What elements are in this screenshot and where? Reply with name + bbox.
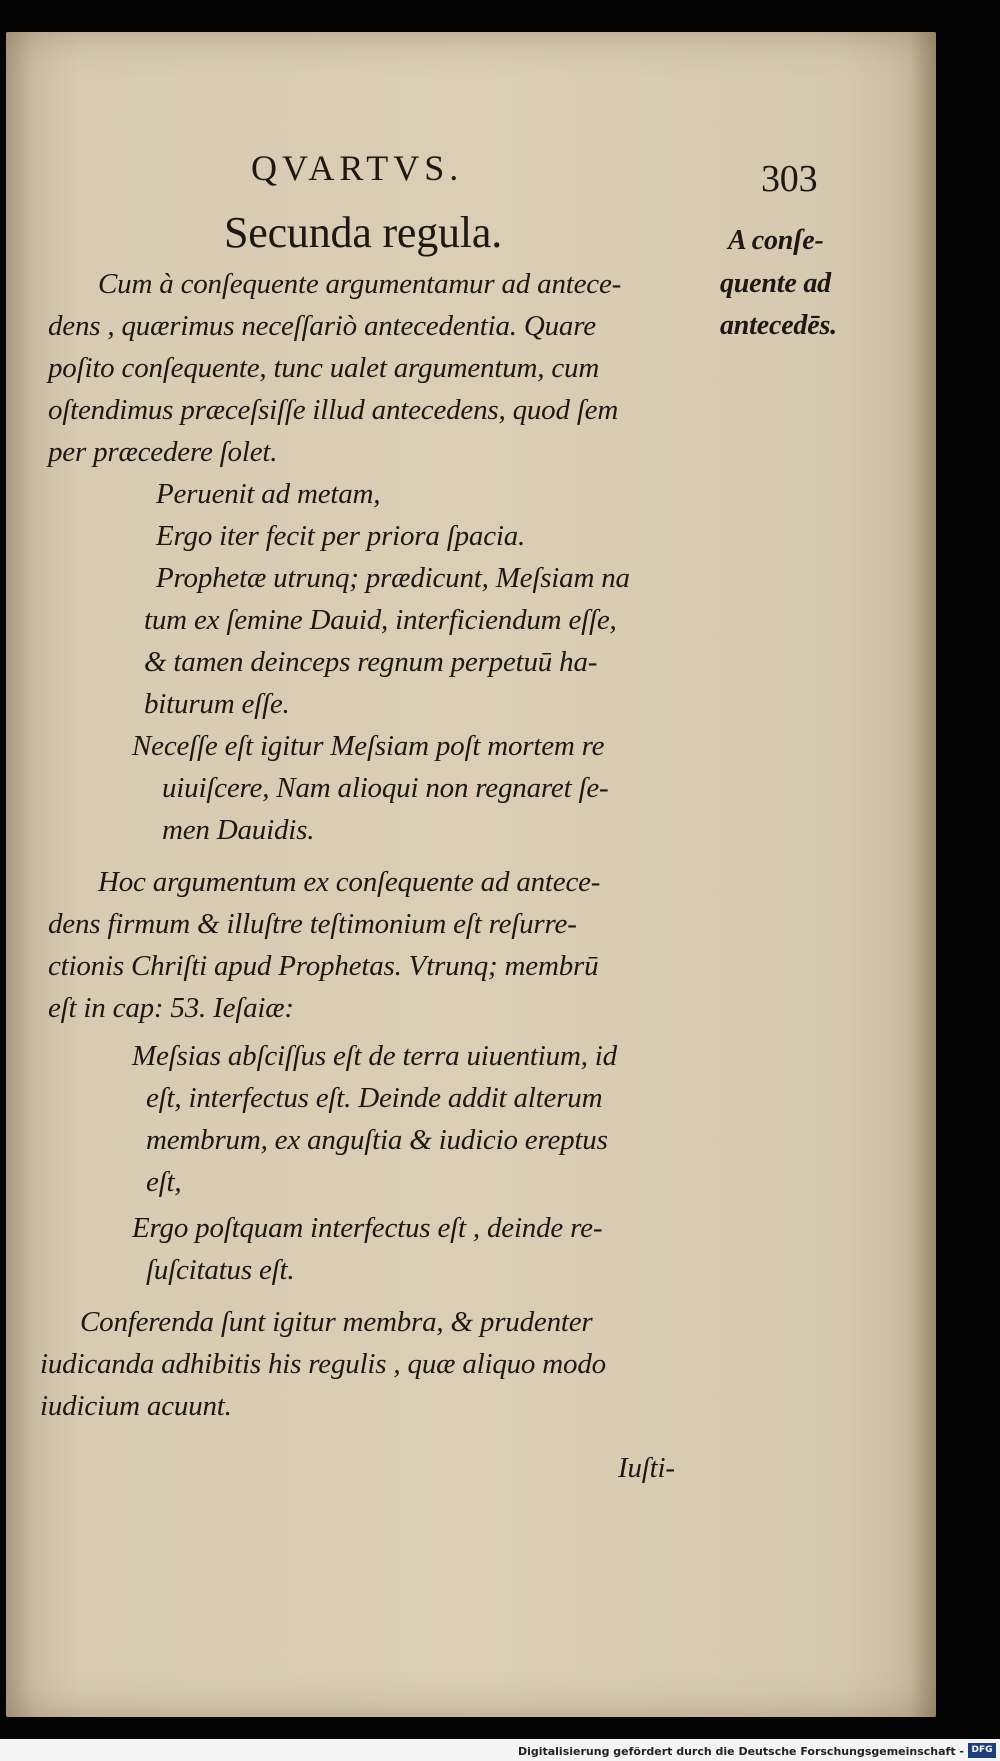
marginal-note-line: quente ad bbox=[720, 268, 831, 299]
text-line: dens firmum & illuſtre teſtimonium eſt reſurre- bbox=[48, 908, 577, 940]
text-line: Neceſſe eſt igitur Meſsiam poſt mortem re bbox=[132, 730, 605, 762]
marginal-note-line: A conſe- bbox=[728, 225, 824, 256]
text-line: Ergo poſtquam interfectus eſt , deinde re- bbox=[132, 1212, 603, 1244]
text-line: Meſsias abſciſſus eſt de terra uiuentium, id bbox=[132, 1040, 617, 1072]
text-line: iudicium acuunt. bbox=[40, 1390, 232, 1422]
text-line: men Dauidis. bbox=[162, 814, 315, 846]
text-line: per præcedere ſolet. bbox=[48, 436, 278, 468]
text-line: uiuiſcere, Nam alioqui non regnaret ſe- bbox=[162, 772, 609, 804]
text-line: Hoc argumentum ex conſequente ad antece- bbox=[98, 866, 601, 898]
text-line: eſt in cap: 53. Ieſaiæ: bbox=[48, 992, 294, 1024]
text-line: tum ex ſemine Dauid, interficiendum eſſe, bbox=[144, 604, 617, 636]
text-line: & tamen deinceps regnum perpetuū ha- bbox=[144, 646, 598, 678]
text-line: Peruenit ad metam, bbox=[156, 478, 381, 510]
running-title: QVARTVS. bbox=[251, 148, 464, 188]
dfg-logo: DFG bbox=[968, 1743, 996, 1758]
text-line: membrum, ex anguſtia & iudicio ereptus bbox=[146, 1124, 608, 1156]
section-heading: Secunda regula. bbox=[224, 208, 502, 257]
text-line: iudicanda adhibitis his regulis , quæ aliquo modo bbox=[40, 1348, 606, 1380]
digitization-footer bbox=[0, 1739, 1000, 1761]
text-line: ctionis Chriſti apud Prophetas. Vtrunq; membrū bbox=[48, 950, 599, 982]
catchword: Iuſti- bbox=[618, 1452, 675, 1484]
text-line: poſito conſequente, tunc ualet argumentum, cum bbox=[48, 352, 600, 384]
text-line: Ergo iter fecit per priora ſpacia. bbox=[156, 520, 526, 552]
text-line: Prophetæ utrunq; prædicunt, Meſsiam na bbox=[156, 562, 630, 594]
text-line: oſtendimus præceſsiſſe illud antecedens, quod ſem bbox=[48, 394, 619, 426]
text-line: dens , quærimus neceſſariò antecedentia. Quare bbox=[48, 310, 596, 342]
page-number: 303 bbox=[761, 158, 818, 200]
text-line: Conferenda ſunt igitur membra, & prudenter bbox=[80, 1306, 593, 1338]
marginal-note-line: antecedēs. bbox=[720, 310, 837, 341]
page-edge-shadow bbox=[910, 32, 936, 1717]
text-line: biturum eſſe. bbox=[144, 688, 290, 720]
text-line: Cum à conſequente argumentamur ad antece- bbox=[98, 268, 622, 300]
funding-credit: Digitalisierung gefördert durch die Deutsche Forschungsgemeinschaft - bbox=[517, 1745, 964, 1758]
text-line: ſuſcitatus eſt. bbox=[146, 1254, 295, 1286]
text-line: eſt, bbox=[146, 1166, 182, 1198]
book-page bbox=[6, 32, 936, 1717]
text-line: eſt, interfectus eſt. Deinde addit alterum bbox=[146, 1082, 603, 1114]
